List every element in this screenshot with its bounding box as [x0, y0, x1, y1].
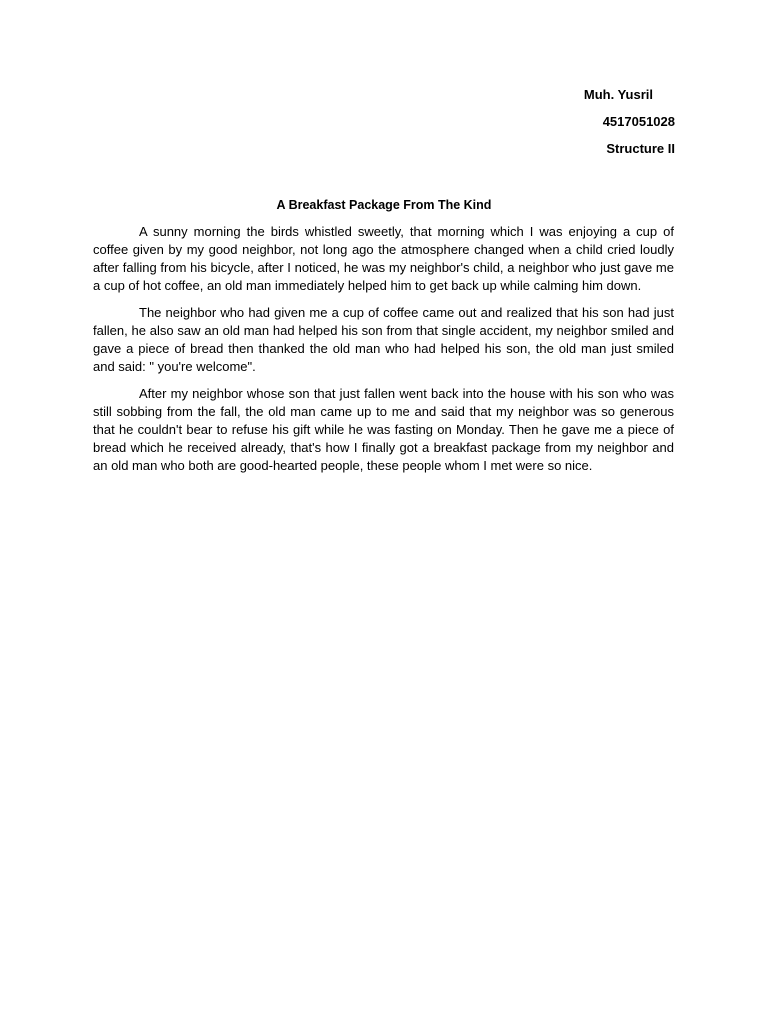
- author-header: [375, 86, 675, 167]
- student-id: 4517051028: [602, 114, 675, 129]
- document-title: A Breakfast Package From The Kind: [276, 198, 492, 212]
- document-body: [93, 223, 674, 484]
- course-name: Structure II: [606, 141, 675, 156]
- paragraph-2: The neighbor who had given me a cup of coffee came out and realized that his son had just fallen, he also saw an old man had helped his son from that single accident, my neighbor smiled and gave a piece of bread then thanked the old man who had helped his son, the old man just smiled and said: " you're welcome".: [93, 305, 674, 374]
- paragraph-3: After my neighbor whose son that just fallen went back into the house with his son who was still sobbing from the fall, the old man came up to me and said that my neighbor was so generous that he couldn't bear to refuse his gift while he was fasting on Monday. Then he gave me a piece of bread which he received already, that's how I finally got a breakfast package from my neighbor and an old man who both are good-hearted people, these people whom I met were so nice.: [93, 386, 674, 473]
- paragraph-1: A sunny morning the birds whistled sweetly, that morning which I was enjoying a cup of coffee given by my good neighbor, not long ago the atmosphere changed when a child cried loudly after falling from his bicycle, after I noticed, he was my neighbor's child, a neighbor who just gave me a cup of hot coffee, an old man immediately helped him to get back up while calming him down.: [93, 224, 674, 293]
- author-name: Muh. Yusril: [583, 87, 653, 102]
